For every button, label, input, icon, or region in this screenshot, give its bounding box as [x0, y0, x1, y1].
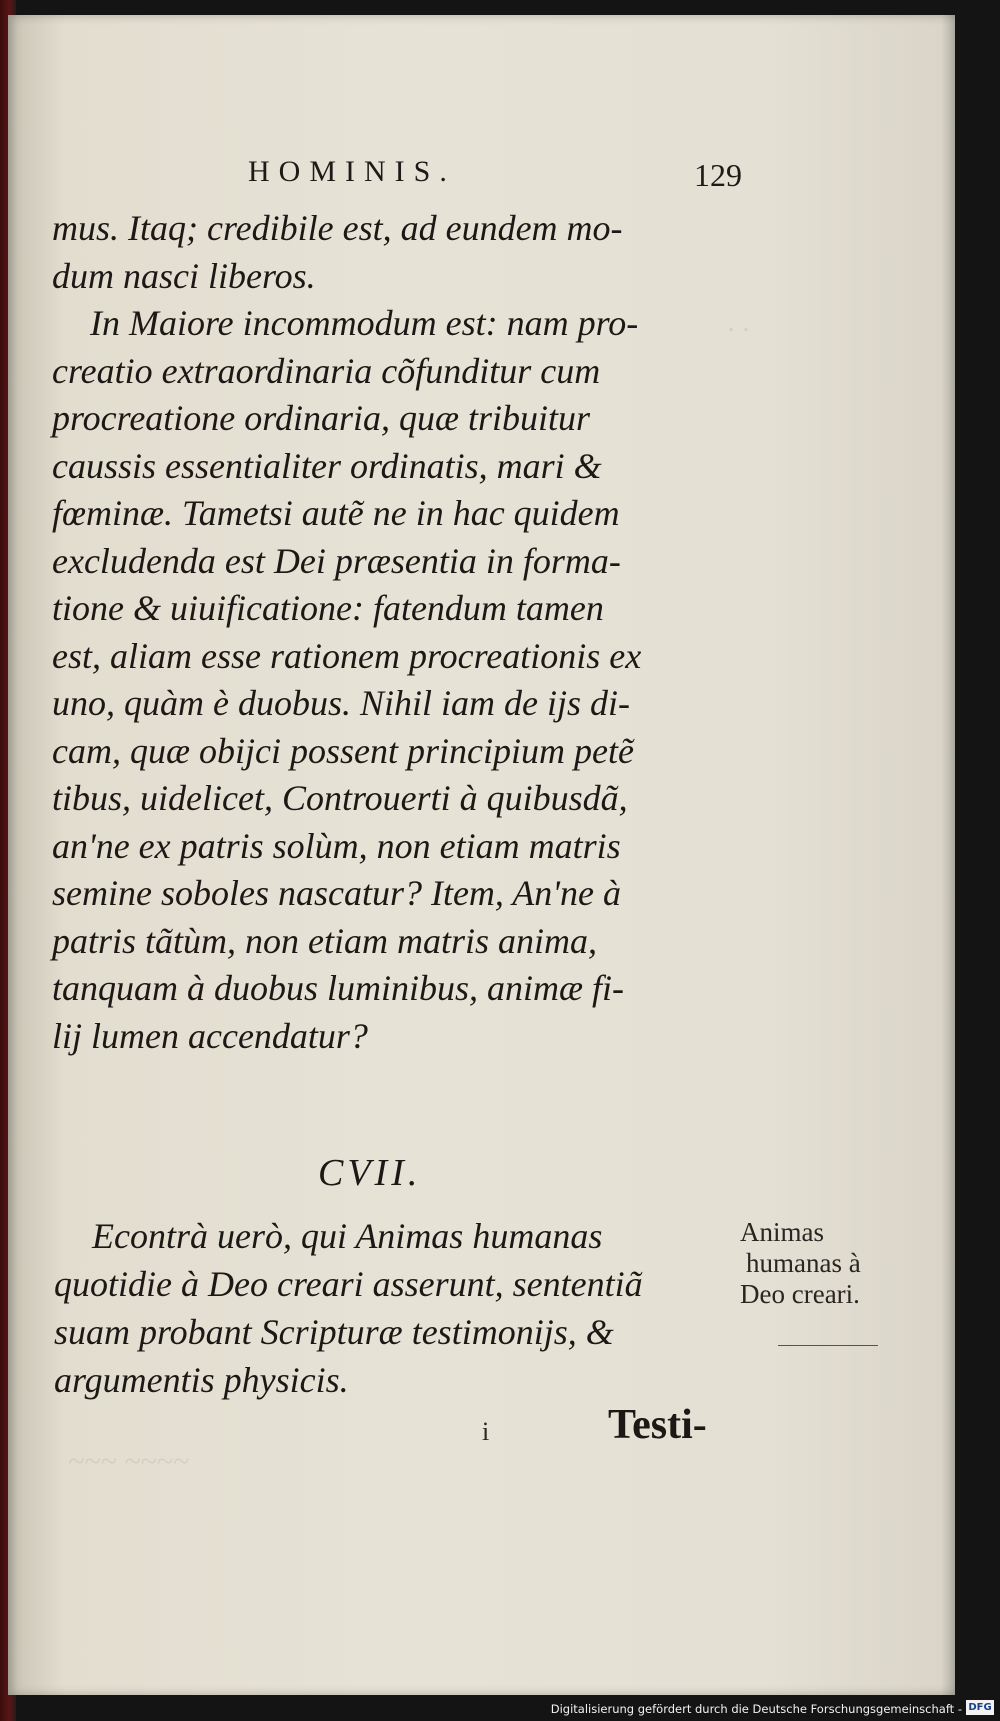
book-page	[8, 15, 955, 1695]
marginal-rule	[778, 1345, 878, 1346]
section-paragraph	[54, 1212, 754, 1404]
digitization-credit: Digitalisierung gefördert durch die Deutsche Forschungsgemeinschaft -	[550, 1702, 962, 1716]
text-line: patris tãtùm, non etiam matris anima,	[52, 920, 598, 961]
text-line: cam, quæ obijci possent principium petẽ	[52, 730, 634, 771]
text-line: procreatione ordinaria, quæ tribuitur	[52, 398, 591, 438]
marginal-line: Deo creari.	[740, 1279, 860, 1309]
text-line: creatio extraordinaria cõfunditur cum	[52, 350, 601, 391]
text-line: fœminæ. Tametsi autẽ ne in hac quidem	[52, 493, 620, 533]
main-paragraph	[52, 205, 752, 1060]
text-line: est, aliam esse rationem procreationis ex	[52, 635, 642, 676]
text-line: lij lumen accendatur?	[52, 1015, 368, 1056]
text-line: suam probant Scripturæ testimonijs, &	[54, 1312, 614, 1352]
running-head: HOMINIS.	[248, 155, 456, 188]
text-line: In Maiore incommodum est: nam pro-	[90, 303, 639, 343]
bleed-through-2: ~~~ ~~~~	[68, 1445, 190, 1478]
section-heading: CVII.	[318, 1152, 422, 1194]
text-line: excludenda est Dei præsentia in forma-	[52, 540, 621, 581]
signature-mark: i	[482, 1417, 490, 1446]
page-gutter-shadow	[941, 15, 955, 1695]
marginal-note	[740, 1217, 861, 1310]
text-line: an'ne ex patris solùm, non etiam matris	[52, 825, 621, 866]
page-number: 129	[694, 157, 742, 193]
text-line: semine soboles nascatur? Item, An'ne à	[52, 873, 621, 913]
text-line: tanquam à duobus luminibus, animæ fi-	[52, 968, 625, 1008]
marginal-line: Animas	[740, 1217, 824, 1247]
text-line: tibus, uidelicet, Controuerti à quibusdã,	[52, 778, 628, 818]
text-line: mus. Itaq; credibile est, ad eundem mo-	[52, 208, 623, 248]
dfg-logo: DFG	[966, 1700, 994, 1715]
marginal-line: humanas à	[746, 1248, 861, 1278]
text-line: uno, quàm è duobus. Nihil iam de ijs di-	[52, 683, 630, 723]
text-line: dum nasci liberos.	[52, 255, 316, 296]
text-line: Econtrà uerò, qui Animas humanas	[92, 1216, 603, 1256]
bleed-through-1: . .	[728, 305, 751, 338]
text-line: argumentis physicis.	[54, 1360, 349, 1400]
catchword: Testi-	[608, 1402, 707, 1448]
text-line: caussis essentialiter ordinatis, mari &	[52, 445, 602, 486]
text-line: tione & uiuificatione: fatendum tamen	[52, 588, 604, 628]
text-line: quotidie à Deo creari asserunt, sententiã	[54, 1264, 643, 1304]
